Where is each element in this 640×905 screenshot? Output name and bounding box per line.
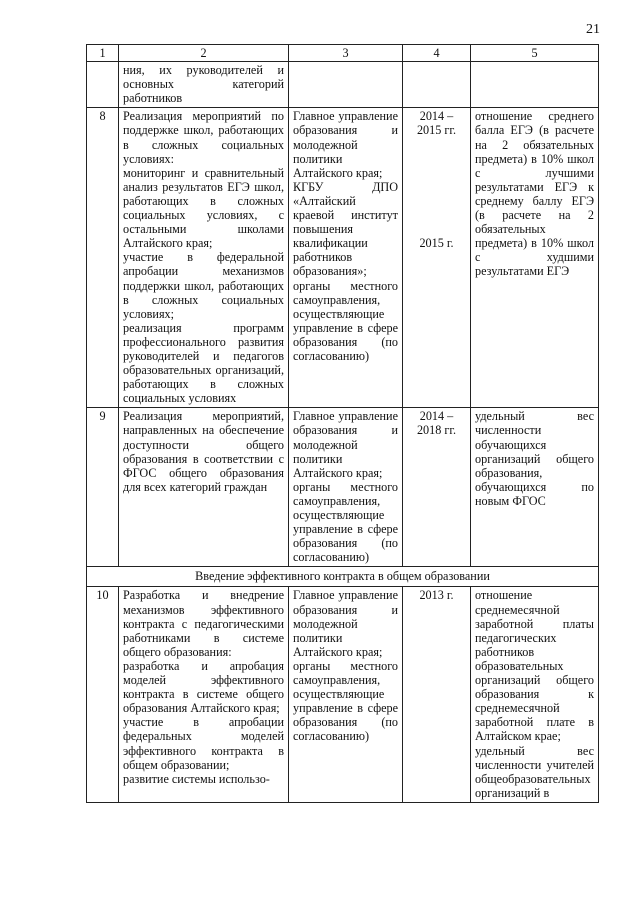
header-col-1: 1 (87, 45, 119, 62)
header-col-3: 3 (289, 45, 403, 62)
row-number: 10 (87, 587, 119, 802)
plan-table (86, 44, 599, 803)
row-number (87, 62, 119, 108)
section-title: Введение эффективного контракта в общем образовании (87, 567, 599, 587)
executor-cell: Главное управление образования и молодежной политики Алтайского края; КГБУ ДПО «Алтайский краевой институт повышения квалификации работников образования»; органы местного самоуправления, осуществляющие управление в сфере образования (по согласованию) (289, 108, 403, 408)
indicator-cell: отношение среднего балла ЕГЭ (в расчете на 2 обязательных предмета) в 10% школ с лучшими результатами ЕГЭ к среднему баллу ЕГЭ (в расчете на 2 обязательных предмета) в 10% школ с худшими результатами ЕГЭ (471, 108, 599, 408)
header-col-5: 5 (471, 45, 599, 62)
table-row (87, 108, 599, 408)
table-row (87, 587, 599, 802)
period-cell (403, 108, 471, 408)
header-col-2: 2 (119, 45, 289, 62)
row-number: 9 (87, 408, 119, 567)
indicator-cell: удельный вес численности обучающихся организаций общего образования, обучающихся по новым ФГОС (471, 408, 599, 567)
executor-cell (289, 62, 403, 108)
period-value-2: 2015 г. (419, 235, 454, 250)
table-header-row (87, 45, 599, 62)
executor-cell: Главное управление образования и молодежной политики Алтайского края; органы местного самоуправления, осуществляющие управление в сфере образования (по согласованию) (289, 408, 403, 567)
period-cell: 2013 г. (403, 587, 471, 802)
activity-cell: ния, их руководителей и основных категорий работников (119, 62, 289, 108)
section-row (87, 567, 599, 587)
table-row (87, 62, 599, 108)
header-col-4: 4 (403, 45, 471, 62)
period-value: 2014 – 2015 гг. (416, 109, 457, 138)
indicator-cell: отношение среднемесячной заработной платы педагогических работников образовательных организаций общего образования к среднемесячной заработной плате в Алтайском крае; удельный вес численности учителей общеобразовательных организаций в (471, 587, 599, 802)
table-row (87, 408, 599, 567)
page-number: 21 (586, 22, 600, 37)
activity-cell: Реализация мероприятий, направленных на обеспечение доступности общего образования в соответствии с ФГОС общего образования для всех категорий граждан (119, 408, 289, 567)
executor-cell: Главное управление образования и молодежной политики Алтайского края; органы местного самоуправления, осуществляющие управление в сфере образования (по согласованию) (289, 587, 403, 802)
row-number: 8 (87, 108, 119, 408)
activity-cell: Разработка и внедрение механизмов эффективного контракта с педагогическими работниками в системе общего образования: разработка и апробация моделей эффективного контракта в системе общего образования Алтайского края; участие в апробации федеральных моделей эффективного контракта в общем образовании; развитие системы использо- (119, 587, 289, 802)
activity-cell: Реализация мероприятий по поддержке школ, работающих в сложных социальных условиях: мониторинг и сравнительный анализ результатов ЕГЭ школ, работающих в сложных социальных условиях, с остальными школами Алтайского края; участие в федеральной апробации механизмов поддержки школ, работающих в сложных социальных условиях; реализация программ профессионального развития руководителей и педагогов образовательных организаций, работающих в сложных социальных условиях (119, 108, 289, 408)
indicator-cell (471, 62, 599, 108)
period-cell: 2014 – 2018 гг. (403, 408, 471, 567)
period-cell (403, 62, 471, 108)
